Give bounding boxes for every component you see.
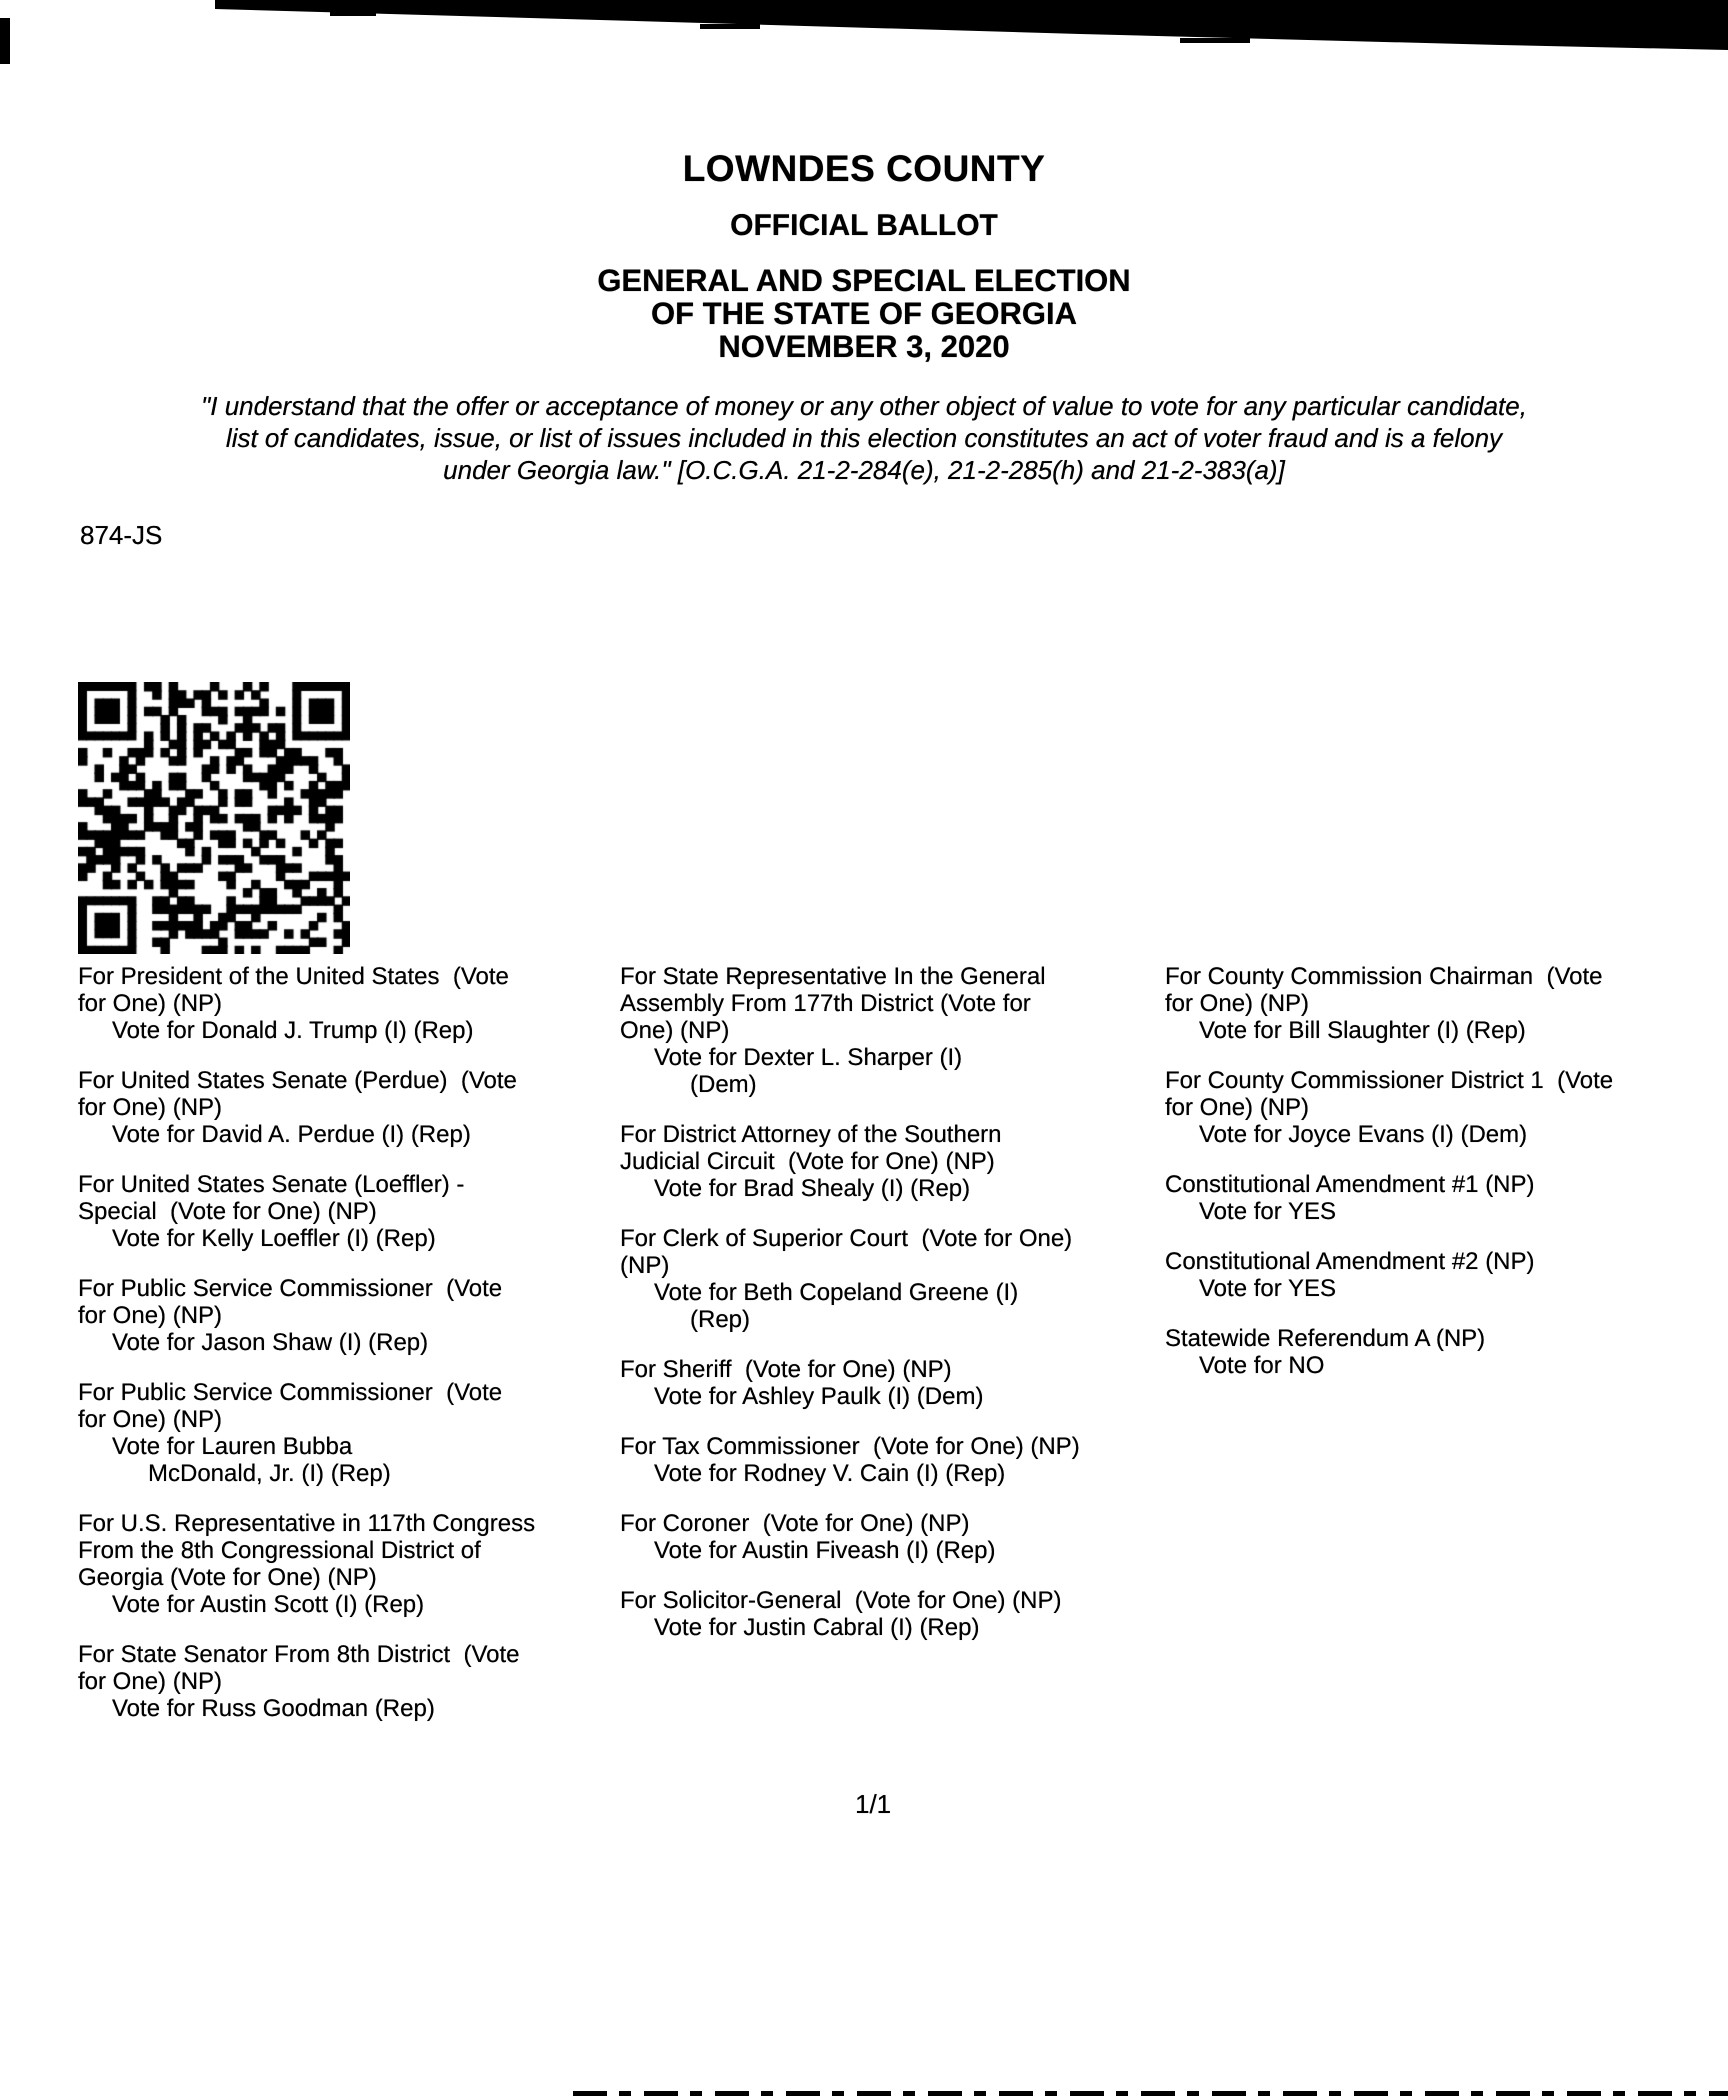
contest-title-line: Constitutional Amendment #1 (NP) — [1165, 1171, 1535, 1198]
contest — [78, 1641, 598, 1722]
contest-title-line: For President of the United States (Vote — [78, 963, 509, 990]
contest — [78, 1379, 598, 1487]
page-number: 1/1 — [855, 1789, 892, 1819]
contest — [620, 1121, 1160, 1202]
contest-vote-line: Vote for Austin Scott (I) (Rep) — [112, 1591, 425, 1618]
contest-vote-line: Vote for Dexter L. Sharper (I) — [654, 1044, 963, 1071]
contest — [1165, 1067, 1728, 1148]
contest-title-line: For State Representative In the General — [620, 963, 1046, 990]
contest — [620, 1587, 1160, 1641]
contest — [78, 963, 598, 1044]
contest-title-line: For Solicitor-General (Vote for One) (NP) — [620, 1587, 1062, 1614]
contest-vote-line: Vote for Donald J. Trump (I) (Rep) — [112, 1017, 474, 1044]
ballot-type-title: OFFICIAL BALLOT — [730, 209, 998, 242]
ballot-style-code: 874-JS — [80, 520, 163, 550]
contest-title-line: For United States Senate (Perdue) (Vote — [78, 1067, 517, 1094]
election-title-line: OF THE STATE OF GEORGIA — [651, 296, 1077, 331]
contest-vote-line: Vote for Austin Fiveash (I) (Rep) — [654, 1537, 996, 1564]
contest-title-line: For Public Service Commissioner (Vote — [78, 1275, 503, 1302]
contest-vote-line: (Dem) — [690, 1071, 757, 1098]
scan-artifact-bottom — [573, 2091, 1728, 2096]
qr-code — [78, 682, 350, 954]
contest — [78, 1275, 598, 1356]
contest — [78, 1171, 598, 1252]
contest-title-line: for One) (NP) — [1165, 990, 1310, 1017]
contest-title-line: for One) (NP) — [78, 1094, 223, 1121]
contest-title-line: for One) (NP) — [78, 1302, 223, 1329]
contest-title-line: for One) (NP) — [1165, 1094, 1310, 1121]
contest — [78, 1510, 598, 1618]
contest-title-line: Special (Vote for One) (NP) — [78, 1198, 377, 1225]
contest-vote-line: Vote for Ashley Paulk (I) (Dem) — [654, 1383, 984, 1410]
contest-title-line: for One) (NP) — [78, 1406, 223, 1433]
contest-vote-line: Vote for YES — [1199, 1275, 1336, 1302]
contest-title-line: For County Commission Chairman (Vote — [1165, 963, 1603, 990]
contest-title-line: Judicial Circuit (Vote for One) (NP) — [620, 1148, 995, 1175]
contest-title-line: For United States Senate (Loeffler) - — [78, 1171, 465, 1198]
contest-vote-line: Vote for Joyce Evans (I) (Dem) — [1199, 1121, 1528, 1148]
contest-vote-line: Vote for Justin Cabral (I) (Rep) — [654, 1614, 980, 1641]
contest-vote-line: Vote for David A. Perdue (I) (Rep) — [112, 1121, 471, 1148]
ballot-column-2 — [620, 963, 1160, 1664]
contest-vote-line: Vote for NO — [1199, 1352, 1325, 1379]
contest-vote-line: McDonald, Jr. (I) (Rep) — [148, 1460, 391, 1487]
contest — [78, 1067, 598, 1148]
ballot-header — [0, 0, 1728, 486]
contest-vote-line: Vote for Beth Copeland Greene (I) — [654, 1279, 1019, 1306]
contest-title-line: Statewide Referendum A (NP) — [1165, 1325, 1486, 1352]
fraud-disclaimer-line: list of candidates, issue, or list of issues included in this election constitutes an act of voter fraud and is a felony — [225, 423, 1503, 453]
contest-title-line: For District Attorney of the Southern — [620, 1121, 1002, 1148]
contest-title-line: for One) (NP) — [78, 990, 223, 1017]
contest-title-line: One) (NP) — [620, 1017, 730, 1044]
contest-title-line: for One) (NP) — [78, 1668, 223, 1695]
contest-vote-line: Vote for Brad Shealy (I) (Rep) — [654, 1175, 971, 1202]
contest-vote-line: Vote for Jason Shaw (I) (Rep) — [112, 1329, 429, 1356]
contest-title-line: For U.S. Representative in 117th Congress — [78, 1510, 536, 1537]
contest-title-line: For State Senator From 8th District (Vote — [78, 1641, 520, 1668]
contest — [620, 963, 1160, 1098]
contest — [620, 1510, 1160, 1564]
contest-vote-line: Vote for Kelly Loeffler (I) (Rep) — [112, 1225, 436, 1252]
contest — [1165, 1325, 1728, 1379]
contest — [1165, 963, 1728, 1044]
county-title: LOWNDES COUNTY — [682, 148, 1046, 189]
contest-title-line: For Coroner (Vote for One) (NP) — [620, 1510, 970, 1537]
contest-title-line: Constitutional Amendment #2 (NP) — [1165, 1248, 1535, 1275]
fraud-disclaimer-line: under Georgia law." [O.C.G.A. 21-2-284(e), 21-2-285(h) and 21-2-383(a)] — [443, 455, 1285, 485]
ballot-column-1 — [78, 963, 598, 1745]
contest-title-line: For County Commissioner District 1 (Vote — [1165, 1067, 1614, 1094]
contest-vote-line: Vote for Bill Slaughter (I) (Rep) — [1199, 1017, 1526, 1044]
contest-title-line: For Public Service Commissioner (Vote — [78, 1379, 503, 1406]
contest-vote-line: Vote for Lauren Bubba — [112, 1433, 353, 1460]
election-title-line: NOVEMBER 3, 2020 — [718, 329, 1010, 364]
contest-title-line: For Clerk of Superior Court (Vote for One) — [620, 1225, 1073, 1252]
contest — [620, 1433, 1160, 1487]
contest — [620, 1225, 1160, 1333]
contest — [1165, 1171, 1728, 1225]
contest-title-line: Georgia (Vote for One) (NP) — [78, 1564, 377, 1591]
contest-vote-line: Vote for YES — [1199, 1198, 1336, 1225]
contest-title-line: For Tax Commissioner (Vote for One) (NP) — [620, 1433, 1080, 1460]
election-title-line: GENERAL AND SPECIAL ELECTION — [597, 263, 1131, 298]
fraud-disclaimer-line: "I understand that the offer or acceptance of money or any other object of value to vote for any particular candidate, — [201, 391, 1527, 421]
contest — [1165, 1248, 1728, 1302]
contest-vote-line: (Rep) — [690, 1306, 751, 1333]
ballot-column-3 — [1165, 963, 1728, 1402]
contest-title-line: Assembly From 177th District (Vote for — [620, 990, 1031, 1017]
contest-title-line: From the 8th Congressional District of — [78, 1537, 481, 1564]
contest-vote-line: Vote for Rodney V. Cain (I) (Rep) — [654, 1460, 1006, 1487]
contest-title-line: For Sheriff (Vote for One) (NP) — [620, 1356, 952, 1383]
contest-vote-line: Vote for Russ Goodman (Rep) — [112, 1695, 435, 1722]
election-title — [0, 264, 1728, 363]
contest-title-line: (NP) — [620, 1252, 670, 1279]
contest — [620, 1356, 1160, 1410]
fraud-disclaimer — [0, 390, 1728, 486]
